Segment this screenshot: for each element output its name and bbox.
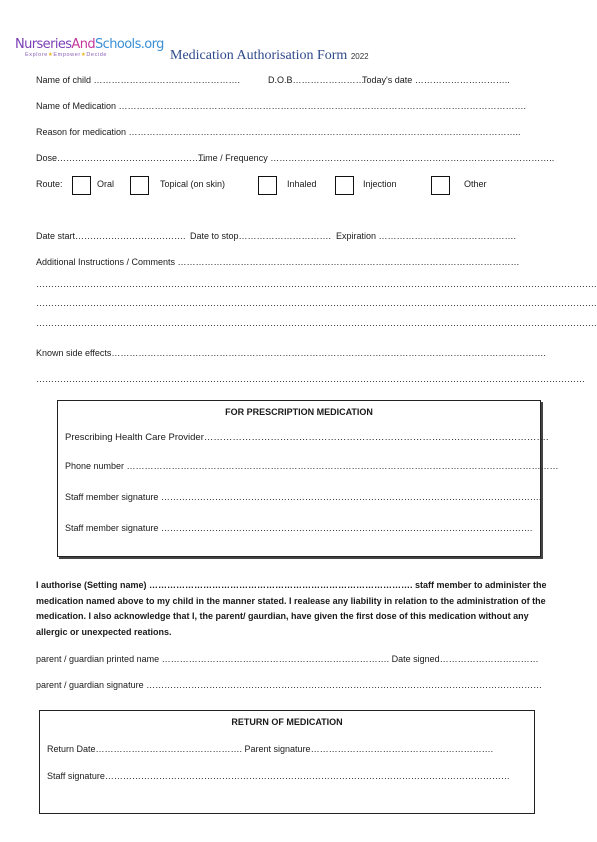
- staff-signature-field-2[interactable]: Staff member signature …………………………………………………………………………………………………………….: [65, 523, 533, 533]
- expiration-field[interactable]: Expiration ……………………………………….: [336, 231, 517, 241]
- date-to-stop-field[interactable]: Date to stop………………………….: [190, 231, 332, 241]
- time-frequency-field[interactable]: Time / Frequency …………………………………………………………………………………..: [198, 153, 555, 163]
- todays-date-field[interactable]: Today's date …………………………..: [362, 75, 510, 85]
- route-other-checkbox[interactable]: [431, 176, 450, 195]
- route-topical-checkbox[interactable]: [130, 176, 149, 195]
- phone-number-field[interactable]: Phone number ………………………………………………………………………………………………………………………………: [65, 461, 559, 471]
- prescription-heading: FOR PRESCRIPTION MEDICATION: [225, 407, 373, 417]
- dob-field[interactable]: D.O.B……………………: [268, 75, 365, 85]
- route-topical-label: Topical (on skin): [160, 179, 226, 189]
- logo-wordmark: NurseriesAndSchools.org: [15, 37, 164, 52]
- authorisation-statement: I authorise (Setting name) ……………………………………………………………………………. staff member to administer the medication named above to my child in the manner stated. I realease any liability in relation to the administration of the medication. I also acknowledge that I, the parent/ gaurdian, have given the first dose of this medication without any allergic or unexpected reations.: [36, 580, 547, 637]
- prescriber-field[interactable]: Prescribing Health Care Provider……………………………………………………………………………………………….: [65, 432, 549, 443]
- return-heading: RETURN OF MEDICATION: [231, 717, 343, 727]
- name-of-child-field[interactable]: Name of child ………………………………………….: [36, 75, 241, 85]
- prescription-section: [57, 400, 559, 557]
- comment-line-1[interactable]: …………………………………………………………………………………………………………………………………………………………………….: [36, 279, 597, 289]
- known-side-effects-field[interactable]: Known side effects……………………………………………………………………………………………………………………………….: [36, 348, 546, 358]
- guardian-signature-field[interactable]: parent / guardian signature ……………………………………………………………………………………………………………………: [36, 680, 543, 690]
- form-year: 2022: [350, 52, 369, 61]
- logo-tagline: Explore★Empower★Decide: [25, 52, 108, 58]
- return-section: [39, 710, 535, 814]
- route-inhaled-checkbox[interactable]: [258, 176, 277, 195]
- medication-name-field[interactable]: Name of Medication ……………………………………………………………………………………………………………………….: [36, 101, 527, 111]
- return-staff-signature-field[interactable]: Staff signature………………………………………………………………………………………………………………………: [47, 771, 510, 781]
- route-inhaled-label: Inhaled: [287, 179, 317, 189]
- staff-signature-field-1[interactable]: Staff member signature ……………………………………………………………………………………………………………….: [65, 492, 542, 502]
- route-injection-label: Injection: [363, 179, 397, 189]
- date-start-field[interactable]: Date start……………………………….: [36, 231, 186, 241]
- route-label: Route:: [36, 179, 63, 189]
- additional-instructions-field[interactable]: Additional Instructions / Comments ……………………………………………………………………………………………………: [36, 257, 520, 267]
- guardian-printed-name-field[interactable]: parent / guardian printed name …………………………………………………………………. Date signed……………………………: [36, 654, 539, 664]
- route-oral-checkbox[interactable]: [72, 176, 91, 195]
- side-effects-line[interactable]: …………………………………………………………………………………………………………………………………………………………………: [36, 374, 585, 384]
- route-injection-checkbox[interactable]: [335, 176, 354, 195]
- logo: [15, 38, 164, 59]
- route-oral-label: Oral: [97, 179, 115, 189]
- comment-line-2[interactable]: …………………………………………………………………………………………………………………………………………………………………….: [36, 298, 597, 308]
- reason-field[interactable]: Reason for medication …………………………………………………………………………………………………………………..: [36, 127, 521, 137]
- dose-field[interactable]: Dose…………………………………………..: [36, 153, 207, 163]
- comment-line-3[interactable]: …………………………………………………………………………………………………………………………………………………………………….: [36, 318, 597, 328]
- route-other-label: Other: [464, 179, 487, 189]
- form-title: Medication Authorisation Form 2022: [170, 48, 369, 63]
- return-date-parent-signature-field[interactable]: Return Date…………………………………………. Parent signature…………………………………………………….: [47, 744, 494, 754]
